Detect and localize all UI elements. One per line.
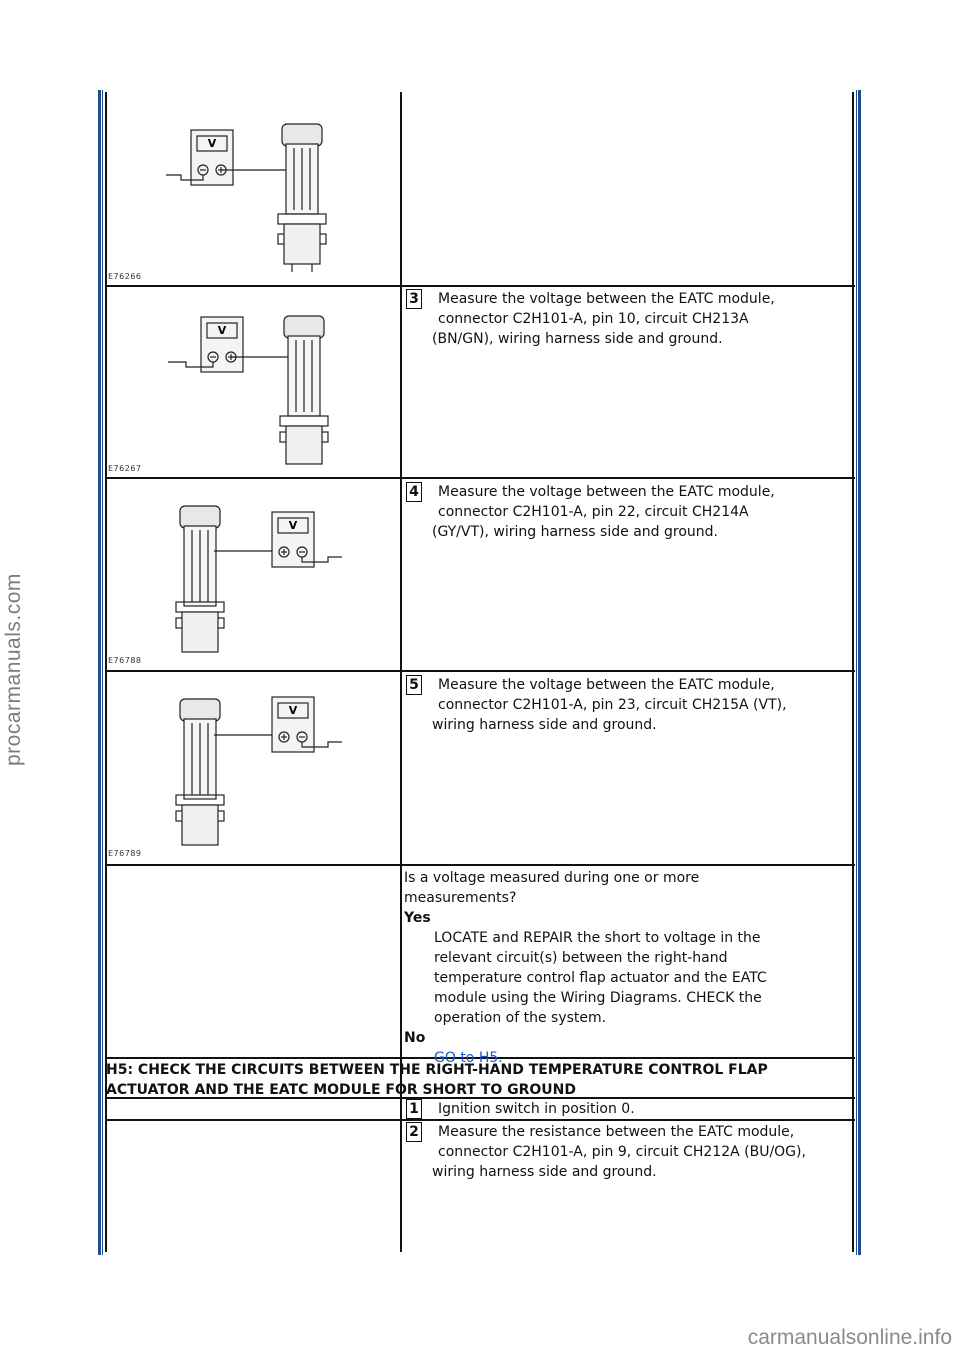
- row-divider: [105, 670, 855, 672]
- row-divider: [105, 1119, 855, 1121]
- meter-symbol: V: [288, 519, 298, 532]
- step-number: 2: [406, 1122, 422, 1142]
- figure-label: E76266: [108, 272, 142, 281]
- row-divider: [105, 864, 855, 866]
- step-number: 3: [406, 289, 422, 309]
- figure-voltage-test-3: [106, 484, 398, 664]
- yes-text: LOCATE and REPAIR the short to voltage in the: [434, 930, 761, 946]
- step-text: Measure the voltage between the EATC module, connector C2H101-A, pin 23, circuit CH215A (VT), wiring harness side and ground.: [432, 677, 787, 733]
- meter-symbol: V: [207, 137, 217, 150]
- row-divider: [105, 285, 855, 287]
- step-text: Measure the resistance between the EATC module, connector C2H101-A, pin 9, circuit CH212A (BU/OG), wiring harness side and ground.: [432, 1124, 806, 1180]
- left-page-border-inner: [102, 90, 103, 1255]
- figure-voltage-test-2: [106, 292, 398, 472]
- yes-text: temperature control flap actuator and the EATC: [434, 970, 767, 986]
- go-to-h5-link[interactable]: GO to H5.: [434, 1050, 503, 1066]
- question-block: [404, 868, 852, 1068]
- step-number: 5: [406, 675, 422, 695]
- section-header-h5: H5: CHECK THE CIRCUITS BETWEEN THE RIGHT-HAND TEMPERATURE CONTROL FLAP ACTUATOR AND THE EATC MODULE FOR SHORT TO GROUND: [106, 1062, 768, 1098]
- step-number: 1: [406, 1099, 422, 1119]
- step-text: Measure the voltage between the EATC module, connector C2H101-A, pin 22, circuit CH214A (GY/VT), wiring harness side and ground.: [432, 484, 775, 540]
- figure-label: E76267: [108, 464, 142, 473]
- step-text: Measure the voltage between the EATC module, connector C2H101-A, pin 10, circuit CH213A (BN/GN), wiring harness side and ground.: [432, 291, 775, 347]
- yes-label: Yes: [404, 910, 431, 926]
- bottom-watermark: carmanualsonline.info: [747, 1326, 952, 1349]
- row-divider: [105, 477, 855, 479]
- figure-label: E76789: [108, 849, 142, 858]
- right-page-border-inner: [856, 90, 857, 1255]
- figure-voltage-test-1: [106, 100, 398, 280]
- figure-voltage-test-4: [106, 677, 398, 857]
- yes-text: operation of the system.: [434, 1010, 607, 1026]
- question-text: measurements?: [404, 890, 517, 906]
- meter-symbol: V: [217, 324, 227, 337]
- meter-symbol: V: [288, 704, 298, 717]
- question-text: Is a voltage measured during one or more: [404, 870, 700, 886]
- left-page-border: [98, 90, 101, 1255]
- side-watermark: procarmanuals.com: [2, 573, 25, 767]
- no-label: No: [404, 1030, 426, 1046]
- step-number: 4: [406, 482, 422, 502]
- right-page-border: [858, 90, 861, 1255]
- yes-text: module using the Wiring Diagrams. CHECK the: [434, 990, 762, 1006]
- figure-label: E76788: [108, 656, 142, 665]
- step-text: Ignition switch in position 0.: [438, 1101, 635, 1117]
- yes-text: relevant circuit(s) between the right-hand: [434, 950, 728, 966]
